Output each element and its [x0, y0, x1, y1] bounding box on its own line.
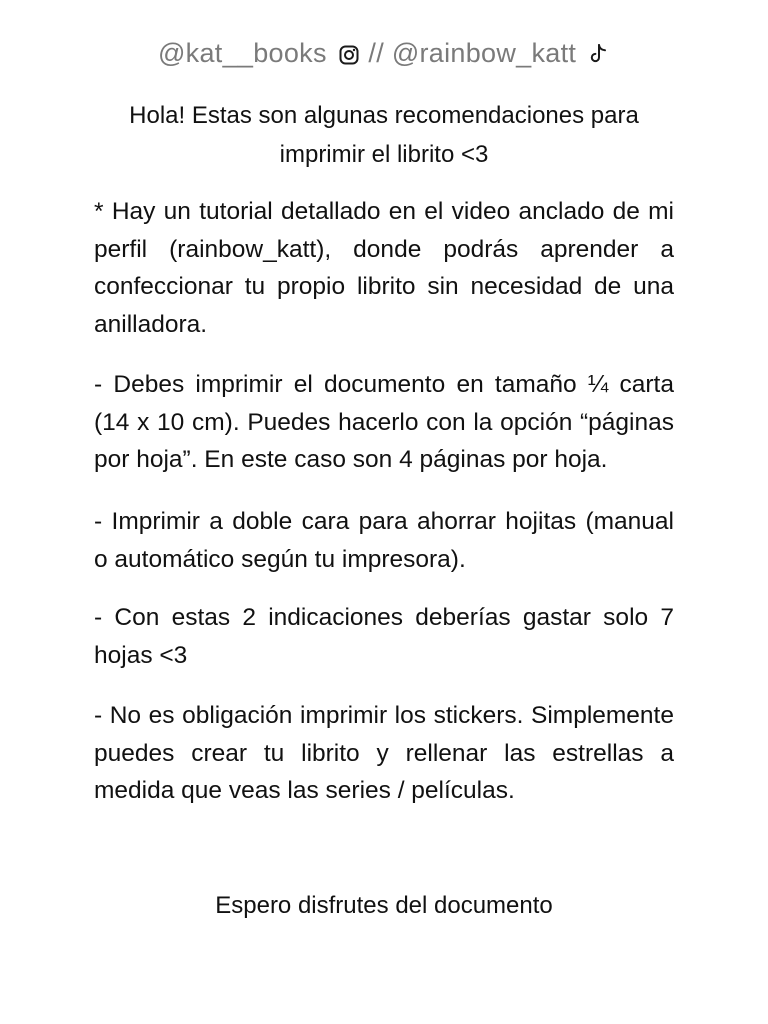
tiktok-icon [588, 41, 608, 72]
paragraph-print-size: - Debes imprimir el documento en tamaño ¼ carta (14 x 10 cm). Puedes hacerlo con la opción “páginas por hoja”. En este caso son 4 páginas por hoja. [94, 371, 674, 473]
paragraph-sheet-count: - Con estas 2 indicaciones deberías gastar solo 7 hojas <3 [94, 604, 674, 669]
handle-separator: // [368, 38, 384, 68]
paragraph-stickers: - No es obligación imprimir los stickers. Simplemente puedes crear tu librito y rellenar las estrellas a medida que veas las series / películas. [94, 702, 674, 804]
paragraph-double-sided: - Imprimir a doble cara para ahorrar hojitas (manual o automático según tu impresora). [94, 508, 674, 573]
intro-text: Hola! Estas son algunas recomendaciones para imprimir el librito <3 [129, 102, 639, 168]
paragraph-tutorial: * Hay un tutorial detallado en el video anclado de mi perfil (rainbow_katt), donde podrás aprender a confeccionar tu propio librito sin necesidad de una anilladora. [94, 198, 674, 338]
social-handles-header [0, 38, 768, 72]
closing-text: Espero disfrutes del documento [215, 892, 553, 919]
instagram-handle: @kat__books [157, 38, 327, 68]
tiktok-handle: @rainbow_katt [391, 38, 577, 68]
instagram-icon [339, 41, 359, 72]
